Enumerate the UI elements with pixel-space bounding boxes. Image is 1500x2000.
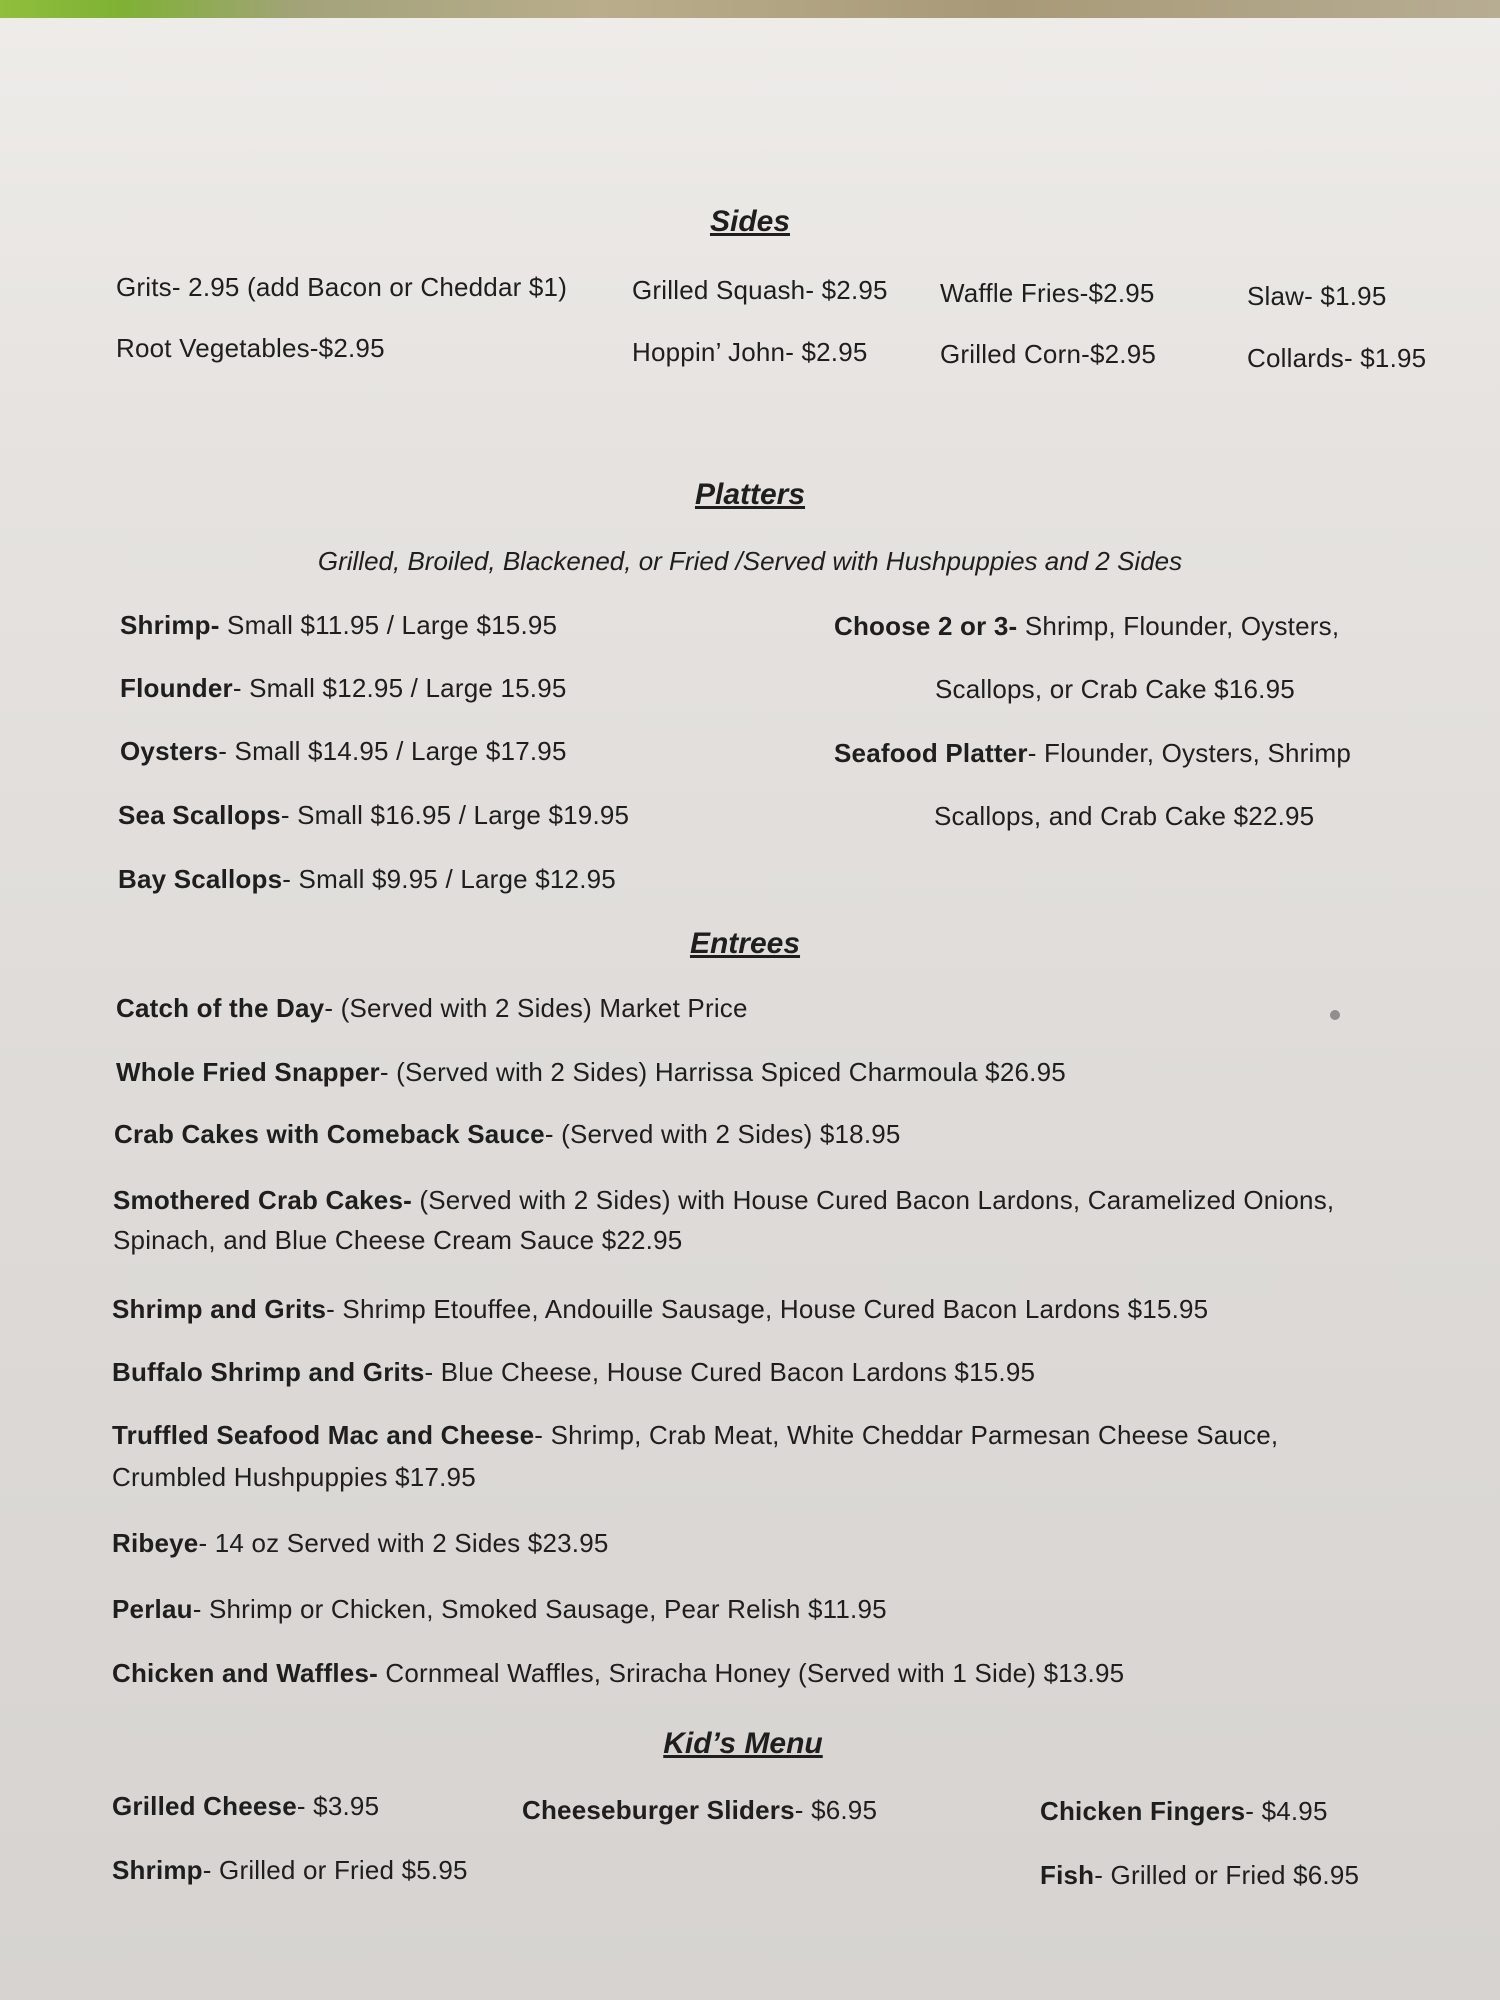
platter-desc: Shrimp, Flounder, Oysters,	[1017, 611, 1340, 641]
entree-name: Smothered Crab Cakes-	[113, 1185, 412, 1215]
side-item: Waffle Fries-$2.95	[940, 278, 1155, 308]
side-item: Grilled Corn-$2.95	[940, 339, 1157, 369]
kids-item-name: Cheeseburger Sliders	[522, 1795, 795, 1825]
platter-item	[120, 673, 567, 704]
platter-name: Shrimp-	[120, 610, 220, 640]
entree-name: Ribeye	[112, 1528, 199, 1558]
kids-item-desc: - $4.95	[1245, 1796, 1328, 1826]
kids-item	[1040, 1860, 1359, 1891]
platter-choose	[834, 611, 1339, 642]
entree-item-cont: Crumbled Hushpuppies $17.95	[112, 1462, 476, 1492]
entree-desc: - Blue Cheese, House Cured Bacon Lardons $15.95	[424, 1357, 1036, 1387]
kids-item-name: Shrimp	[112, 1855, 203, 1885]
platter-name: Oysters	[120, 736, 219, 766]
platter-name: Bay Scallops	[118, 864, 283, 894]
kids-item-name: Chicken Fingers	[1040, 1796, 1246, 1826]
entree-name: Perlau	[112, 1594, 193, 1624]
kids-item-name: Fish	[1040, 1860, 1095, 1890]
side-item: Root Vegetables-$2.95	[116, 333, 385, 363]
platter-item	[120, 736, 567, 767]
entree-item	[112, 1357, 1035, 1388]
platters-heading: Platters	[694, 478, 806, 511]
entree-desc: Cornmeal Waffles, Sriracha Honey (Served with 1 Side) $13.95	[377, 1658, 1125, 1688]
kids-menu-heading: Kid’s Menu	[663, 1727, 823, 1760]
platter-desc: - Small $9.95 / Large $12.95	[282, 864, 616, 894]
platter-choose-cont: Scallops, or Crab Cake $16.95	[935, 674, 1295, 704]
kids-item-desc: - $3.95	[296, 1791, 380, 1821]
entree-item	[116, 993, 748, 1024]
entree-desc: - (Served with 2 Sides) $18.95	[544, 1119, 901, 1149]
entrees-heading: Entrees	[689, 927, 801, 960]
kids-item-desc: - $6.95	[794, 1795, 878, 1825]
entree-item	[112, 1594, 887, 1625]
side-item: Slaw- $1.95	[1247, 281, 1387, 311]
entree-desc: - 14 oz Served with 2 Sides $23.95	[198, 1528, 609, 1558]
kids-item	[1040, 1796, 1328, 1827]
kids-item	[112, 1791, 379, 1822]
entree-desc: - (Served with 2 Sides) Market Price	[324, 993, 748, 1023]
kids-item-desc: - Grilled or Fried $6.95	[1094, 1860, 1360, 1890]
entree-item	[112, 1658, 1124, 1689]
entree-desc: - (Served with 2 Sides) Harrissa Spiced Charmoula $26.95	[379, 1057, 1066, 1087]
platter-seafood-cont: Scallops, and Crab Cake $22.95	[934, 801, 1315, 831]
platter-name: Seafood Platter	[834, 738, 1028, 768]
kids-item	[522, 1795, 877, 1826]
entree-name: Shrimp and Grits	[112, 1294, 327, 1324]
entree-name: Whole Fried Snapper	[116, 1057, 380, 1087]
platter-desc: Small $11.95 / Large $15.95	[219, 610, 558, 640]
entree-item	[113, 1185, 1334, 1216]
side-item: Grilled Squash- $2.95	[632, 275, 888, 305]
platter-item	[118, 864, 616, 895]
platter-name: Choose 2 or 3-	[834, 611, 1018, 641]
kids-item	[112, 1855, 468, 1886]
platter-name: Sea Scallops	[118, 800, 281, 830]
entree-desc: - Shrimp Etouffee, Andouille Sausage, House Cured Bacon Lardons $15.95	[326, 1294, 1209, 1324]
platter-name: Flounder	[120, 673, 233, 703]
entree-desc: - Shrimp, Crab Meat, White Cheddar Parmesan Cheese Sauce,	[534, 1420, 1279, 1450]
platter-desc: - Small $12.95 / Large 15.95	[232, 673, 567, 703]
platter-desc: - Small $16.95 / Large $19.95	[280, 800, 630, 830]
entree-item	[112, 1294, 1208, 1325]
entree-name: Buffalo Shrimp and Grits	[112, 1357, 425, 1387]
platter-seafood	[834, 738, 1351, 769]
platter-desc: - Flounder, Oysters, Shrimp	[1027, 738, 1351, 768]
sides-heading: Sides	[709, 205, 791, 238]
entree-name: Catch of the Day	[116, 993, 325, 1023]
entree-item	[112, 1528, 609, 1559]
platter-item	[118, 800, 629, 831]
entree-desc: (Served with 2 Sides) with House Cured Bacon Lardons, Caramelized Onions,	[411, 1185, 1335, 1215]
entree-name: Crab Cakes with Comeback Sauce	[114, 1119, 545, 1149]
entree-desc: - Shrimp or Chicken, Smoked Sausage, Pear Relish $11.95	[192, 1594, 887, 1624]
entree-item	[114, 1119, 901, 1150]
side-item: Hoppin’ John- $2.95	[632, 337, 868, 367]
entree-item	[112, 1420, 1278, 1451]
paper-smudge	[1330, 1010, 1340, 1020]
platter-item	[120, 610, 557, 641]
platter-desc: - Small $14.95 / Large $17.95	[218, 736, 567, 766]
entree-name: Truffled Seafood Mac and Cheese	[112, 1420, 535, 1450]
entree-item-cont: Spinach, and Blue Cheese Cream Sauce $22.95	[113, 1225, 683, 1255]
side-item: Grits- 2.95 (add Bacon or Cheddar $1)	[116, 272, 568, 302]
platters-subtitle: Grilled, Broiled, Blackened, or Fried /Served with Hushpuppies and 2 Sides	[317, 546, 1183, 576]
kids-item-name: Grilled Cheese	[112, 1791, 297, 1821]
entree-name: Chicken and Waffles-	[112, 1658, 378, 1688]
entree-item	[116, 1057, 1066, 1088]
side-item: Collards- $1.95	[1247, 343, 1427, 373]
kids-item-desc: - Grilled or Fried $5.95	[202, 1855, 468, 1885]
